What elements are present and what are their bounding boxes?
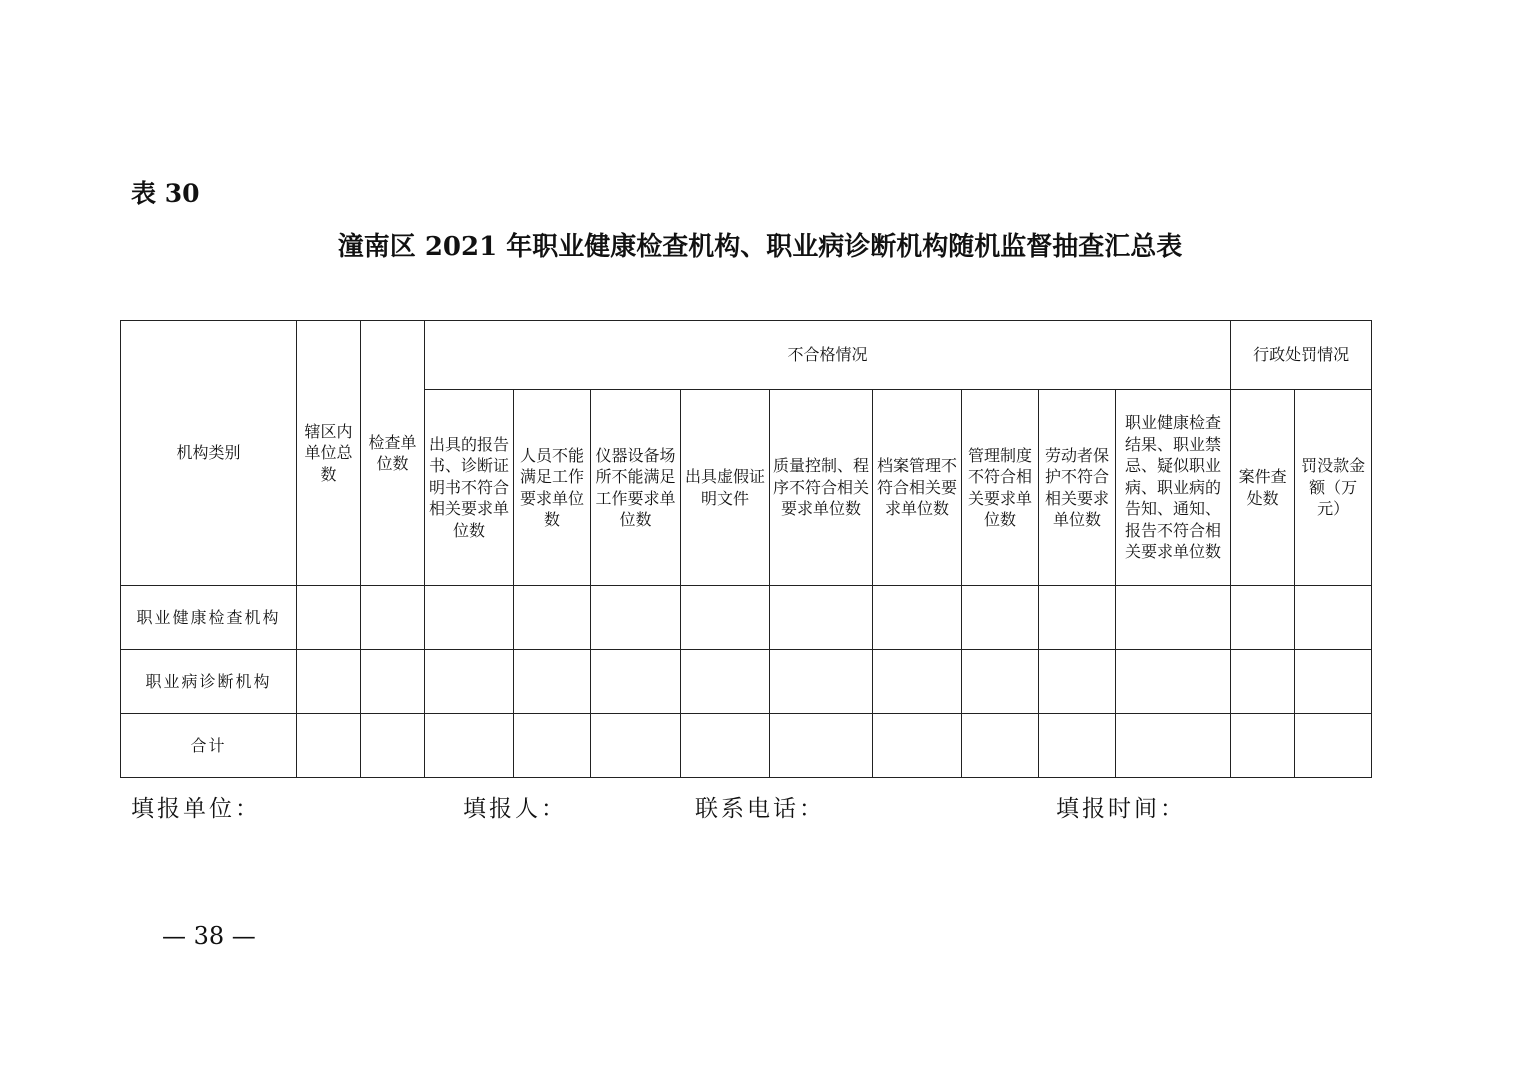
table-cell[interactable] xyxy=(514,650,591,714)
table-cell[interactable] xyxy=(1116,650,1231,714)
footer-contact-phone: 联系电话： xyxy=(695,796,825,822)
header-equipment-insufficient: 仪器设备场所不能满足工作要求单位数 xyxy=(591,390,681,586)
row-label-total: 合计 xyxy=(121,714,297,778)
table-cell[interactable] xyxy=(873,650,962,714)
table-cell[interactable] xyxy=(1039,586,1116,650)
header-report-noncompliant: 出具的报告书、诊断证明书不符合相关要求单位数 xyxy=(425,390,514,586)
summary-table xyxy=(120,320,1372,778)
row-label-health-exam: 职业健康检查机构 xyxy=(121,586,297,650)
table-cell[interactable] xyxy=(425,650,514,714)
footer-report-time: 填报时间： xyxy=(1056,796,1186,822)
table-cell[interactable] xyxy=(425,714,514,778)
footer-reporting-unit: 填报单位： xyxy=(131,796,261,822)
table-cell[interactable] xyxy=(770,586,873,650)
table-cell[interactable] xyxy=(1116,586,1231,650)
table-cell[interactable] xyxy=(297,714,361,778)
header-row-group xyxy=(121,321,1372,390)
table-row xyxy=(121,650,1372,714)
table-cell[interactable] xyxy=(297,650,361,714)
table-cell[interactable] xyxy=(873,586,962,650)
table-cell[interactable] xyxy=(1295,586,1372,650)
table-row xyxy=(121,714,1372,778)
table-cell[interactable] xyxy=(1116,714,1231,778)
table-cell[interactable] xyxy=(962,714,1039,778)
table-number: 表 30 xyxy=(131,179,200,208)
table-cell[interactable] xyxy=(1295,714,1372,778)
page-number: — 38 — xyxy=(162,922,256,950)
header-false-certificate: 出具虚假证明文件 xyxy=(681,390,770,586)
header-worker-protection: 劳动者保护不符合相关要求单位数 xyxy=(1039,390,1116,586)
table-cell[interactable] xyxy=(591,714,681,778)
table-cell[interactable] xyxy=(770,714,873,778)
table-cell[interactable] xyxy=(1039,650,1116,714)
table-cell[interactable] xyxy=(1039,714,1116,778)
table-cell[interactable] xyxy=(591,586,681,650)
row-label-diagnosis: 职业病诊断机构 xyxy=(121,650,297,714)
table-cell[interactable] xyxy=(514,586,591,650)
table-cell[interactable] xyxy=(1231,714,1295,778)
header-notification: 职业健康检查结果、职业禁忌、疑似职业病、职业病的告知、通知、报告不符合相关要求单位数 xyxy=(1116,390,1231,586)
table-cell[interactable] xyxy=(1231,586,1295,650)
table-cell[interactable] xyxy=(297,586,361,650)
table-row xyxy=(121,586,1372,650)
table-cell[interactable] xyxy=(361,586,425,650)
header-archive-management: 档案管理不符合相关要求单位数 xyxy=(873,390,962,586)
table-cell[interactable] xyxy=(1231,650,1295,714)
header-checked-units: 检查单位数 xyxy=(361,321,425,586)
table-cell[interactable] xyxy=(770,650,873,714)
table-cell[interactable] xyxy=(681,650,770,714)
header-penalty-group: 行政处罚情况 xyxy=(1231,321,1372,390)
table-cell[interactable] xyxy=(962,650,1039,714)
table-cell[interactable] xyxy=(425,586,514,650)
page-title: 潼南区 2021 年职业健康检查机构、职业病诊断机构随机监督抽查汇总表 xyxy=(337,232,1183,262)
table-cell[interactable] xyxy=(962,586,1039,650)
table-cell[interactable] xyxy=(514,714,591,778)
table-cell[interactable] xyxy=(591,650,681,714)
table-cell[interactable] xyxy=(681,586,770,650)
header-fines: 罚没款金额（万元） xyxy=(1295,390,1372,586)
header-management-system: 管理制度不符合相关要求单位数 xyxy=(962,390,1039,586)
header-total-units: 辖区内单位总数 xyxy=(297,321,361,586)
footer-reporter: 填报人： xyxy=(463,796,567,822)
header-category: 机构类别 xyxy=(121,321,297,586)
table-cell[interactable] xyxy=(681,714,770,778)
header-nonconformity-group: 不合格情况 xyxy=(425,321,1231,390)
table-cell[interactable] xyxy=(1295,650,1372,714)
table-cell[interactable] xyxy=(361,650,425,714)
table-cell[interactable] xyxy=(873,714,962,778)
header-quality-control: 质量控制、程序不符合相关要求单位数 xyxy=(770,390,873,586)
header-staff-insufficient: 人员不能满足工作要求单位数 xyxy=(514,390,591,586)
header-cases: 案件查处数 xyxy=(1231,390,1295,586)
table-cell[interactable] xyxy=(361,714,425,778)
